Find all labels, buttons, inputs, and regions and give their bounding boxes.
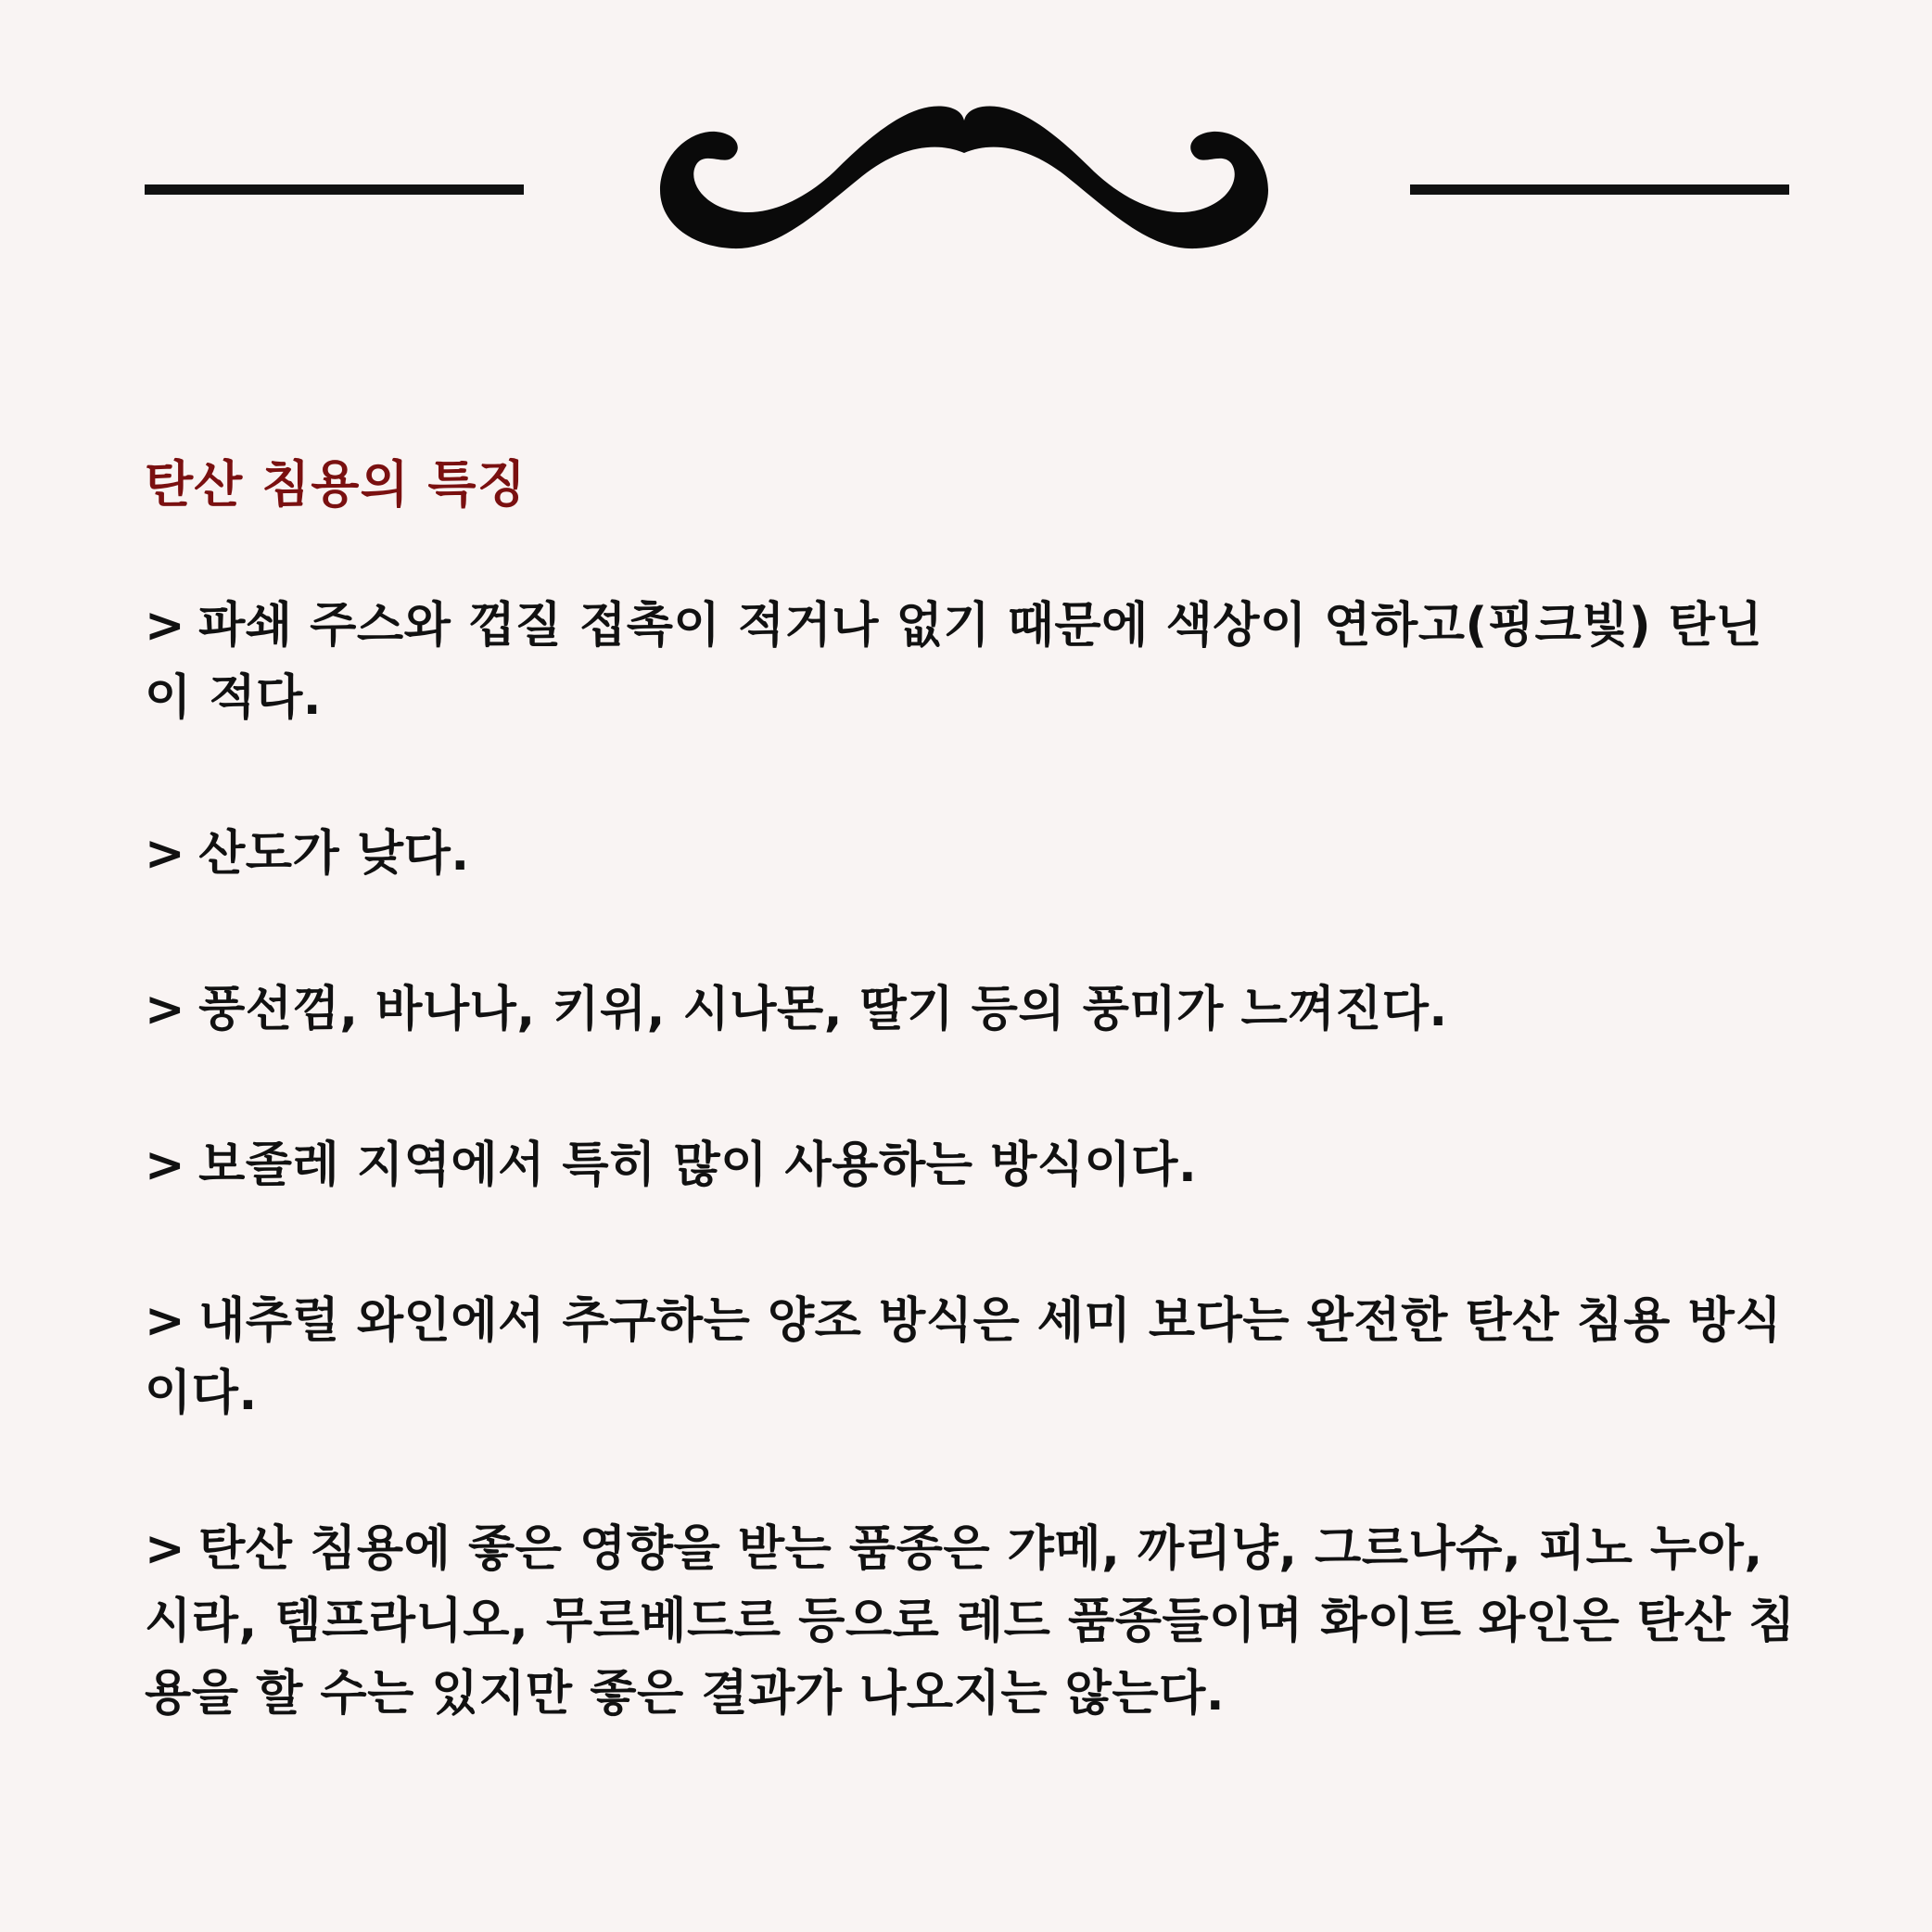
bullet-marker: >: [145, 598, 186, 654]
content-section: [145, 452, 1804, 1730]
right-divider-line: [1410, 184, 1789, 195]
left-divider-line: [145, 184, 524, 195]
bullet-marker: >: [145, 1293, 186, 1349]
bullet-marker: >: [145, 1138, 186, 1193]
bullet-item: [145, 590, 1804, 734]
bullet-text: 산도가 낮다.: [198, 826, 470, 882]
bullet-text: 탄산 침용에 좋은 영향을 받는 품종은 갸메, 까리냥, 그르나슈, 피노 누아, 시라, 템프라니오, 무르베드르 등으로 레드 품종들이며 화이트 와인은 탄산 침용을 할 수는 있지만 좋은 결과가 나오지는 않는다.: [145, 1521, 1796, 1722]
bullet-text: 파쇄 주스와 껍질 접촉이 적거나 없기 때문에 색상이 연하고(핑크빛) 탄닌이 적다.: [145, 598, 1763, 726]
bullet-marker: >: [145, 826, 186, 882]
mustache-icon: [649, 74, 1279, 287]
bullet-item: [145, 973, 1804, 1046]
bullet-item: [145, 1513, 1804, 1730]
bullet-list: [145, 590, 1804, 1730]
bullet-text: 내추럴 와인에서 추구하는 양조 방식은 세미 보다는 완전한 탄산 침용 방식이다.: [145, 1293, 1783, 1421]
bullet-item: [145, 1129, 1804, 1201]
bullet-text: 보졸레 지역에서 특히 많이 사용하는 방식이다.: [198, 1138, 1198, 1193]
section-heading: 탄산 침용의 특징: [145, 455, 527, 514]
bullet-item: [145, 818, 1804, 890]
bullet-text: 풍선껌, 바나나, 키위, 시나몬, 딸기 등의 풍미가 느껴진다.: [198, 982, 1448, 1037]
bullet-marker: >: [145, 982, 186, 1037]
bullet-item: [145, 1285, 1804, 1430]
bullet-marker: >: [145, 1521, 186, 1577]
